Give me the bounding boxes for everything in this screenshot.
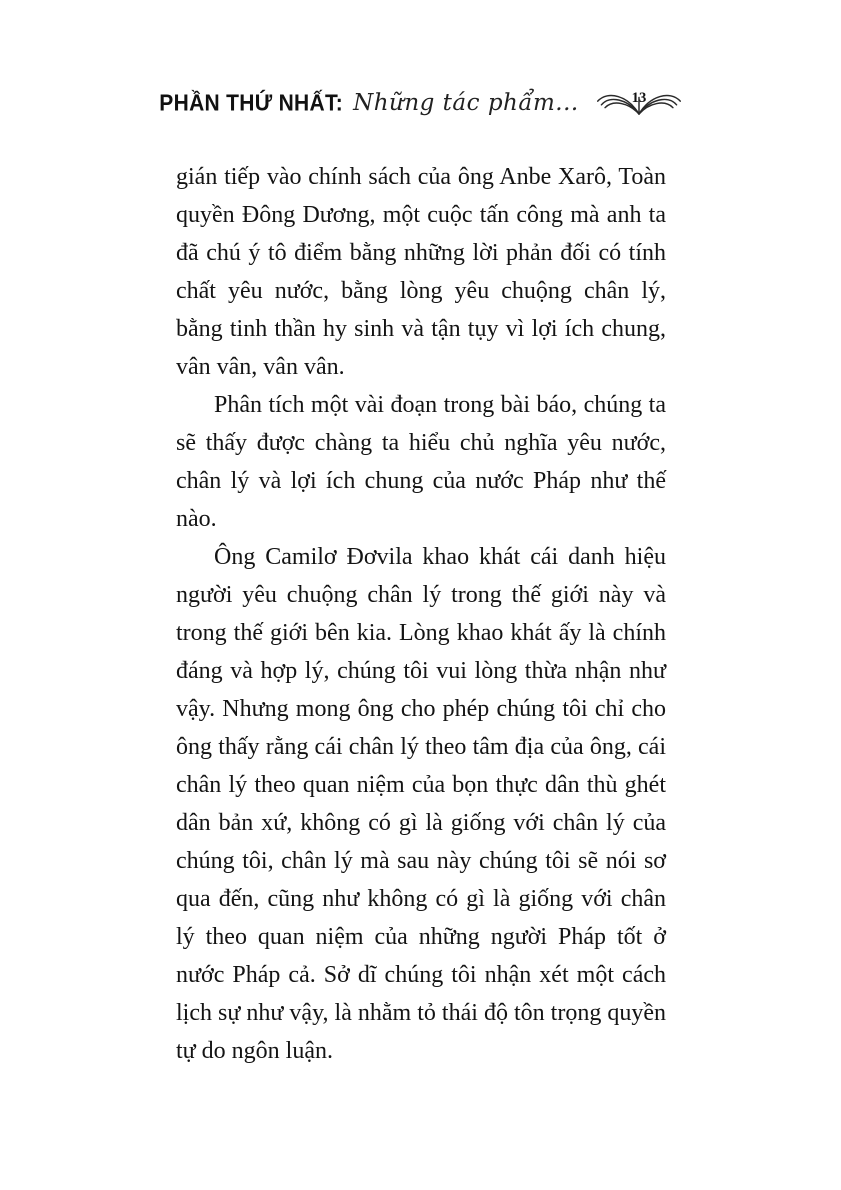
page-content	[159, 76, 666, 1070]
open-book-icon	[595, 86, 683, 120]
section-label: PHẦN THỨ NHẤT:	[159, 91, 344, 116]
paragraph: gián tiếp vào chính sách của ông Anbe Xarô, Toàn quyền Đông Dương, một cuộc tấn công mà anh ta đã chú ý tô điểm bằng những lời phản đối có tính chất yêu nước, bằng lòng yêu chuộng chân lý, bằng tinh thần hy sinh và tận tụy vì lợi ích chung, vân vân, vân vân.	[176, 164, 666, 380]
paragraph: Ông Camilơ Đơvila khao khát cái danh hiệu người yêu chuộng chân lý trong thế giới này và trong thế giới bên kia. Lòng khao khát ấy là chính đáng và hợp lý, chúng tôi vui lòng thừa nhận như vậy. Nhưng mong ông cho phép chúng tôi chỉ cho ông thấy rằng cái chân lý theo tâm địa của ông, cái chân lý theo quan niệm của bọn thực dân thù ghét dân bản xứ, không có gì là giống với chân lý của chúng tôi, chân lý mà sau này chúng tôi sẽ nói sơ qua đến, cũng như không có gì là giống với chân lý theo quan niệm của những người Pháp tốt ở nước Pháp cả. Sở dĩ chúng tôi nhận xét một cách lịch sự như vậy, là nhằm tỏ thái độ tôn trọng quyền tự do ngôn luận.	[176, 544, 666, 1064]
page-body	[176, 158, 666, 1070]
section-title: Những tác phẩm...	[353, 90, 579, 116]
running-header	[159, 76, 666, 116]
paragraph: Phân tích một vài đoạn trong bài báo, chúng ta sẽ thấy được chàng ta hiểu chủ nghĩa yêu nước, chân lý và lợi ích chung của nước Pháp như thế nào.	[176, 392, 666, 532]
page-number: 13	[631, 90, 647, 107]
